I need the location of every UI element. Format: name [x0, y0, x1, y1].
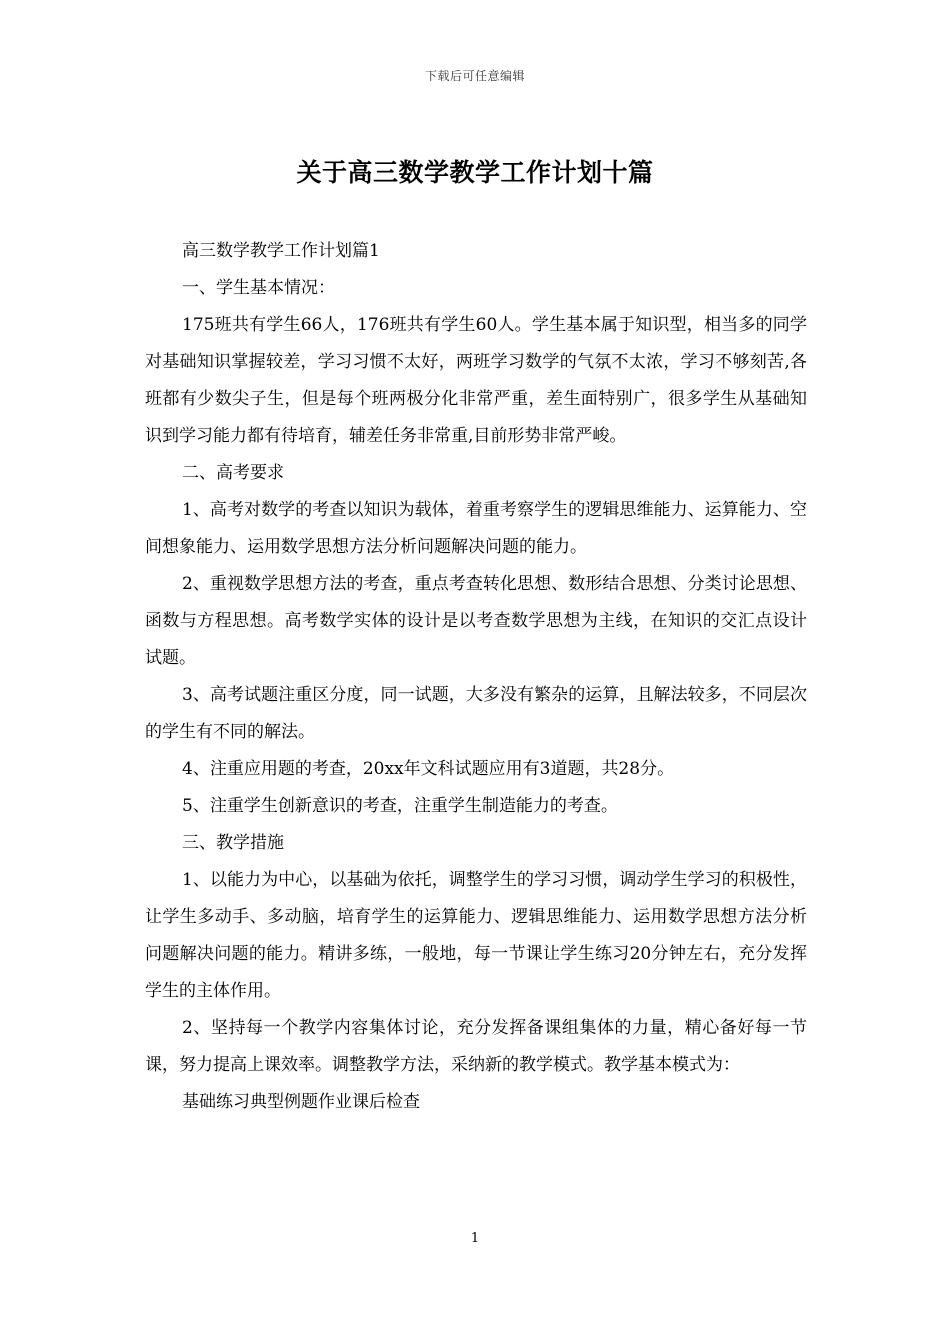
body-paragraph: 基础练习典型例题作业课后检查 [182, 1092, 420, 1112]
body-paragraph: 2、重视数学思想方法的考查，重点考查转化思想、数形结合思想、分类讨论思想、函数与方程思想。高考数学实体的设计是以考查数学思想为主线，在知识的交汇点设计试题。 [145, 574, 807, 668]
document-body [145, 233, 807, 1121]
subsection-heading: 三、教学措施 [182, 833, 284, 853]
subsection-heading: 一、学生基本情况： [182, 278, 335, 298]
page-header: 下载后可任意编辑 [424, 69, 525, 83]
body-paragraph: 5、注重学生创新意识的考查，注重学生制造能力的考查。 [182, 796, 618, 816]
body-paragraph: 1、高考对数学的考查以知识为载体，着重考察学生的逻辑思维能力、运算能力、空间想象能力、运用数学思想方法分析问题解决问题的能力。 [145, 500, 807, 557]
subsection-heading: 二、高考要求 [182, 463, 284, 483]
body-paragraph: 3、高考试题注重区分度，同一试题，大多没有繁杂的运算，且解法较多，不同层次的学生有不同的解法。 [145, 685, 807, 742]
body-paragraph: 175班共有学生66人，176班共有学生60人。学生基本属于知识型，相当多的同学对基础知识掌握较差，学习习惯不太好，两班学习数学的气氛不太浓，学习不够刻苦,各班都有少数尖子生，但是每个班两极分化非常严重，差生面特别广，很多学生从基础知识到学习能力都有待培育，辅差任务非常重,目前形势非常严峻。 [145, 315, 807, 446]
body-paragraph: 1、以能力为中心，以基础为依托，调整学生的学习习惯，调动学生学习的积极性，让学生多动手、多动脑，培育学生的运算能力、逻辑思维能力、运用数学思想方法分析问题解决问题的能力。精讲多练，一般地，每一节课让学生练习20分钟左右，充分发挥学生的主体作用。 [145, 870, 807, 1001]
body-paragraph: 4、注重应用题的考查，20xx年文科试题应用有3道题，共28分。 [182, 759, 675, 779]
document-title: 关于高三数学教学工作计划十篇 [296, 158, 654, 187]
page-number: 1 [470, 1231, 480, 1246]
section-heading: 高三数学教学工作计划篇1 [182, 241, 380, 261]
body-paragraph: 2、坚持每一个教学内容集体讨论，充分发挥备课组集体的力量，精心备好每一节课，努力提高上课效率。调整教学方法，采纳新的教学模式。教学基本模式为： [145, 1018, 807, 1075]
